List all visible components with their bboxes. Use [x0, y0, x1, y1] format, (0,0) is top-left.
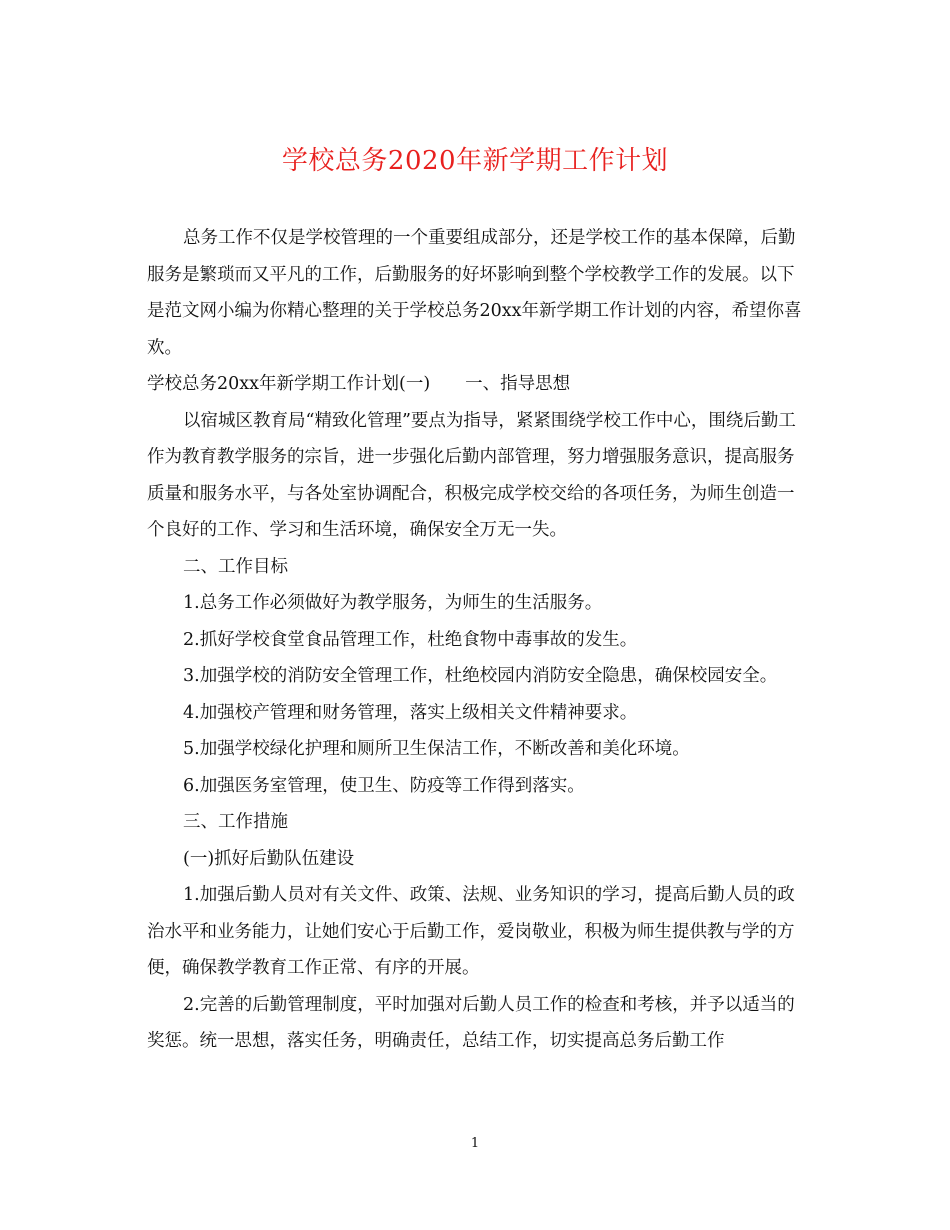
goal-item-4: 4.加强校产管理和财务管理，落实上级相关文件精神要求。 [183, 702, 638, 723]
goal-item-6: 6.加强医务室管理，使卫生、防疫等工作得到落实。 [183, 775, 585, 796]
goal-item-1: 1.总务工作必须做好为教学服务，为师生的生活服务。 [183, 593, 603, 613]
intro-paragraph: 总务工作不仅是学校管理的一个重要组成部分，还是学校工作的基本保障，后勤服务是繁琐而又平凡的工作，后勤服务的好坏影响到整个学校教学工作的发展。以下是范文网小编为你精心整理的关于学校总务20xx年新学期工作计划的内容，希望你喜欢。 [147, 228, 802, 358]
document-body [147, 220, 811, 1060]
goal-item-3: 3.加强学校的消防安全管理工作，杜绝校园内消防安全隐患，确保校园安全。 [183, 666, 778, 686]
guiding-thought-paragraph: 以宿城区教育局“精致化管理”要点为指导，紧紧围绕学校工作中心，围绕后勤工作为教育教学服务的宗旨，进一步强化后勤内部管理，努力增强服务意识，提高服务质量和服务水平，与各处室协调配合，积极完成学校交给的各项任务，为师生创造一个良好的工作、学习和生活环境，确保安全万无一失。 [147, 410, 796, 540]
subsection-heading-team: (一)抓好后勤队伍建设 [183, 848, 355, 869]
section-heading-goals: 二、工作目标 [183, 556, 288, 577]
document-title: 学校总务2020年新学期工作计划 [281, 146, 669, 176]
goal-item-2: 2.抓好学校食堂食品管理工作，杜绝食物中毒事故的发生。 [183, 629, 638, 650]
goal-item-5: 5.加强学校绿化护理和厕所卫生保洁工作，不断改善和美化环境。 [183, 739, 690, 759]
section-heading-measures: 三、工作措施 [183, 812, 288, 832]
page-number: 1 [470, 1136, 480, 1151]
measure-item-1: 1.加强后勤人员对有关文件、政策、法规、业务知识的学习，提高后勤人员的政治水平和业务能力，让她们安心于后勤工作，爱岗敬业，积极为师生提供教与学的方便，确保教学教育工作正常、有序的开展。 [147, 885, 795, 978]
measure-item-2: 2.完善的后勤管理制度，平时加强对后勤人员工作的检查和考核，并予以适当的奖惩。统一思想，落实任务，明确责任，总结工作，切实提高总务后勤工作 [147, 994, 795, 1051]
plan-heading-line: 学校总务20xx年新学期工作计划(一) 一、指导思想 [147, 374, 571, 394]
